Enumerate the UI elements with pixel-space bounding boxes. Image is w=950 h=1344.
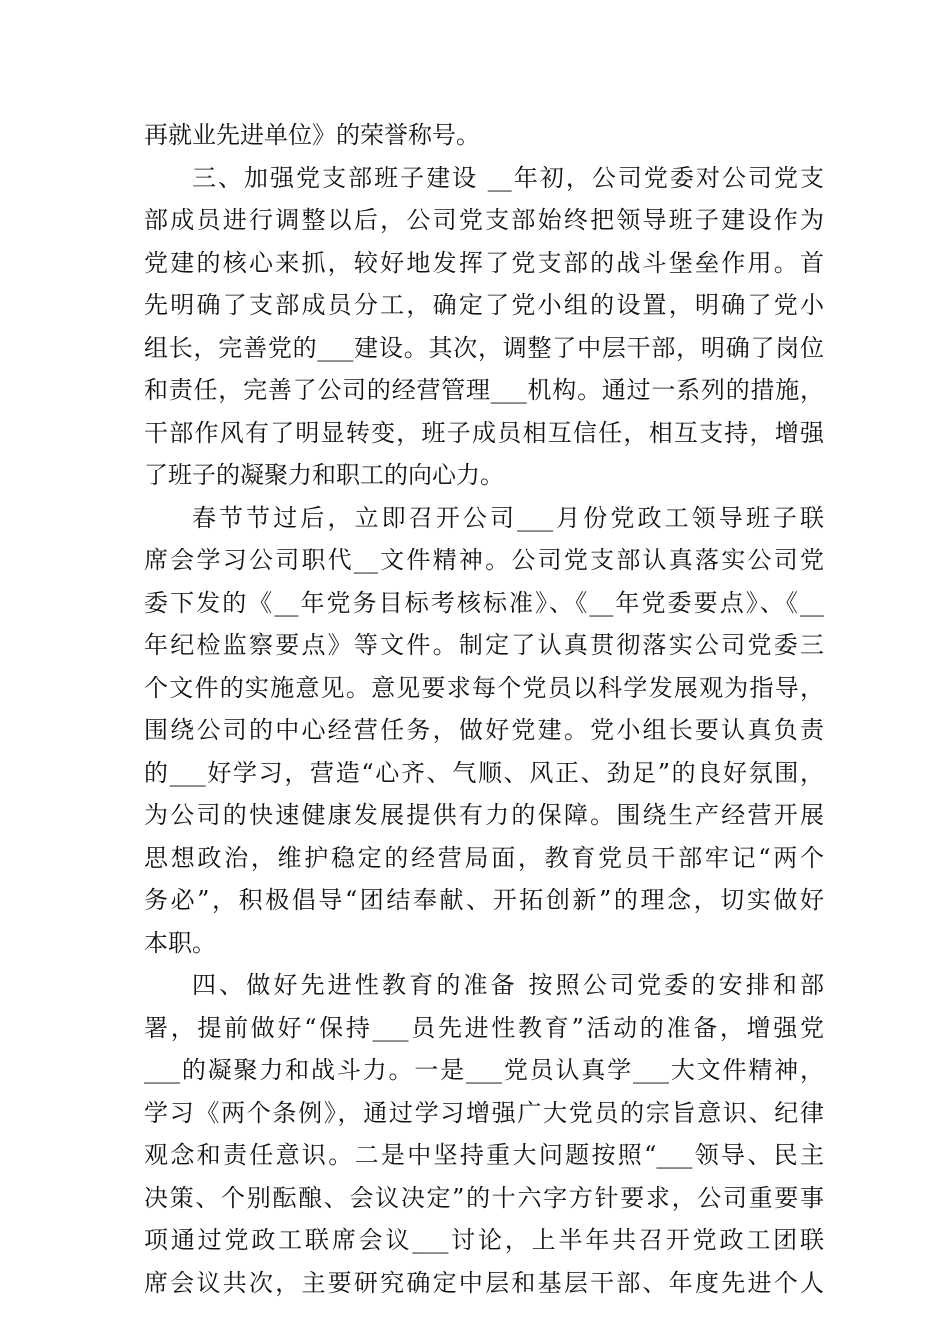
text-line: 和责任，完善了公司的经营管理___机构。通过一系列的措施， xyxy=(144,376,824,404)
text-line: 观念和责任意识。二是中坚持重大问题按照“___领导、民主 xyxy=(144,1141,824,1169)
text-line: 为公司的快速健康发展提供有力的保障。围绕生产经营开展 xyxy=(144,801,824,829)
text-line: 项通过党政工联席会议___讨论，上半年共召开党政工团联 xyxy=(144,1226,824,1254)
text-line: 再就业先进单位》的荣誉称号。 xyxy=(144,121,480,149)
text-line: 委下发的《__年党务目标考核标准》、《__年党委要点》、《__ xyxy=(144,588,824,617)
text-line: 围绕公司的中心经营任务，做好党建。党小组长要认真负责 xyxy=(144,716,824,744)
text-line: 署，提前做好“保持___员先进性教育”活动的准备，增强党 xyxy=(144,1013,824,1042)
text-line: 务必”，积极倡导“团结奉献、开拓创新”的理念，切实做好 xyxy=(144,886,824,914)
text-line: 的___好学习，营造“心齐、气顺、风正、劲足”的良好氛围， xyxy=(144,758,824,787)
text-line: 三、加强党支部班子建设 __年初，公司党委对公司党支 xyxy=(192,163,824,192)
text-line: 席会议共次，主要研究确定中层和基层干部、年度先进个人 xyxy=(144,1268,824,1297)
text-line: 本职。 xyxy=(144,928,216,957)
text-line: 学习《两个条例》，通过学习增强广大党员的宗旨意识、纪律 xyxy=(144,1098,824,1127)
document-body xyxy=(144,114,824,1304)
text-line: 春节节过后，立即召开公司___月份党政工领导班子联 xyxy=(192,503,824,532)
text-line: 先明确了支部成员分工，确定了党小组的设置，明确了党小 xyxy=(144,291,824,319)
text-line: 席会学习公司职代__文件精神。公司党支部认真落实公司党 xyxy=(144,546,824,574)
text-line: 决策、个别酝酿、会议决定”的十六字方针要求，公司重要事 xyxy=(144,1183,824,1212)
text-line: 干部作风有了明显转变，班子成员相互信任，相互支持，增强 xyxy=(144,418,824,447)
text-line: 年纪检监察要点》等文件。制定了认真贯彻落实公司党委三 xyxy=(144,631,824,659)
text-line: 了班子的凝聚力和职工的向心力。 xyxy=(144,461,504,489)
text-line: 组长，完善党的___建设。其次，调整了中层干部，明确了岗位 xyxy=(144,333,824,362)
text-line: 部成员进行调整以后，公司党支部始终把领导班子建设作为 xyxy=(144,206,824,234)
text-line: ___的凝聚力和战斗力。一是___党员认真学___大文件精神， xyxy=(144,1056,824,1084)
text-line: 党建的核心来抓，较好地发挥了党支部的战斗堡垒作用。首 xyxy=(144,248,824,277)
text-line: 思想政治，维护稳定的经营局面，教育党员干部牢记“两个 xyxy=(144,843,824,872)
text-line: 四、做好先进性教育的准备 按照公司党委的安排和部 xyxy=(192,971,824,999)
text-line: 个文件的实施意见。意见要求每个党员以科学发展观为指导， xyxy=(144,673,824,702)
